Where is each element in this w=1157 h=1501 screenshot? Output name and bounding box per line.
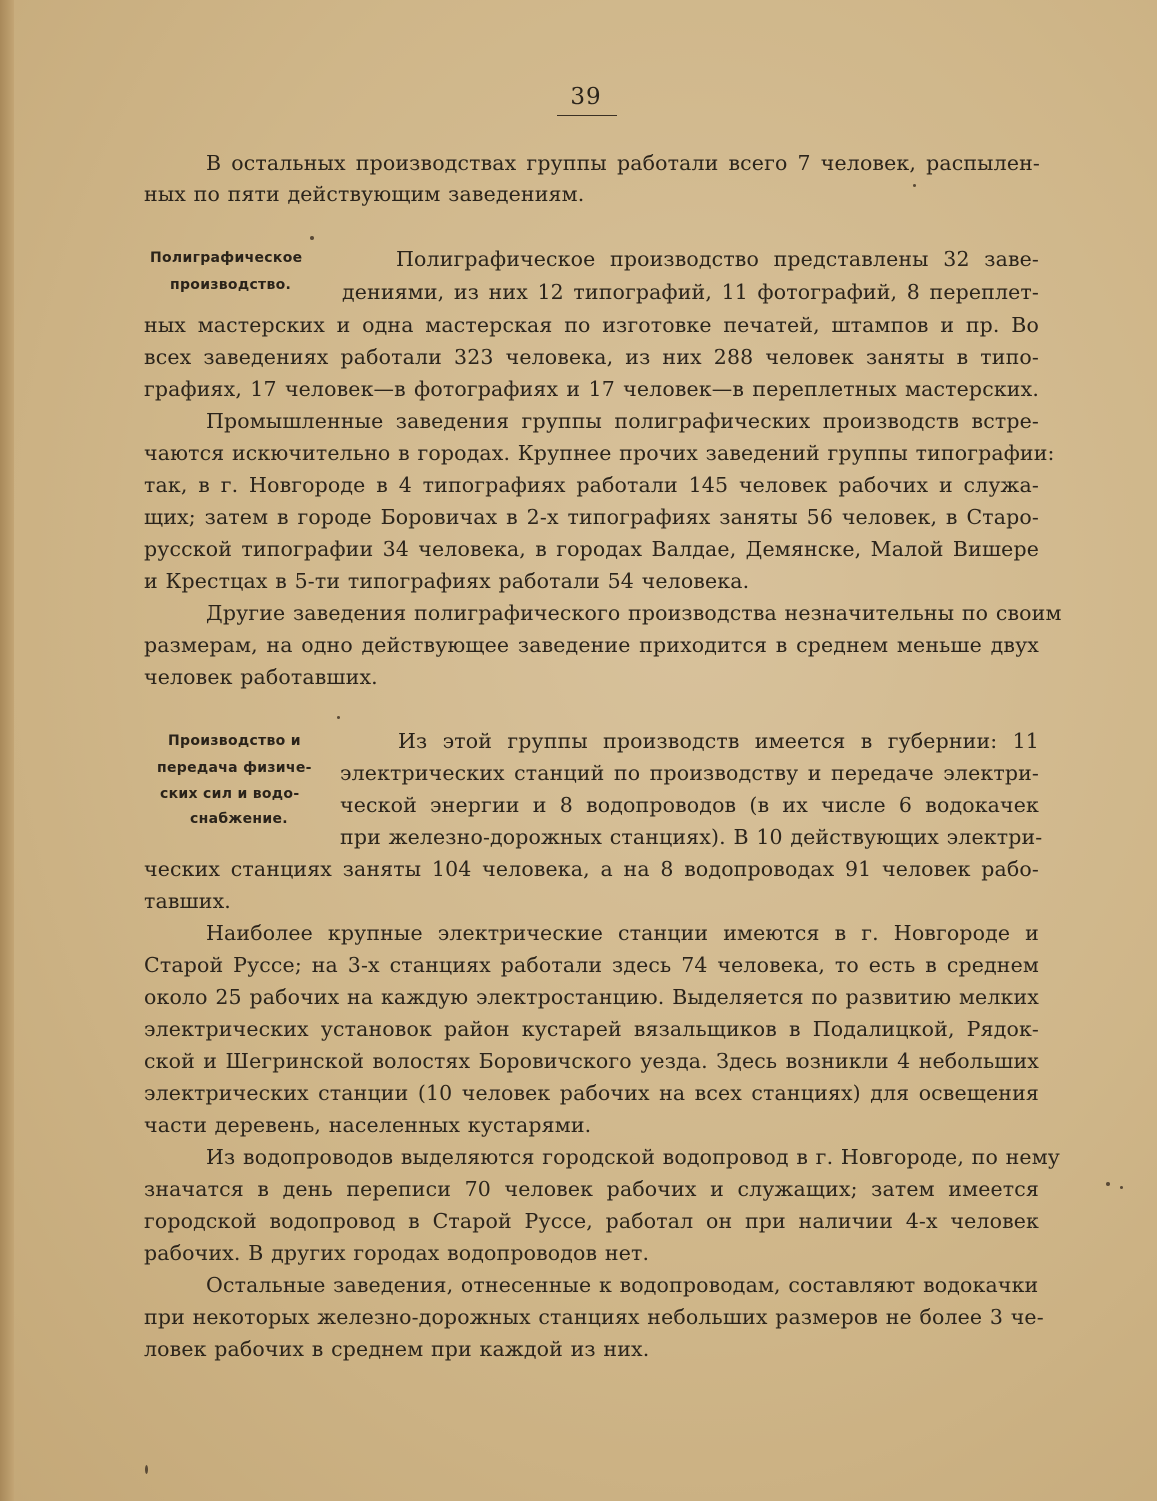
text-line: и Крестцах в 5-ти типографиях работали 54 человека.	[144, 569, 750, 593]
scan-speck	[145, 1465, 148, 1474]
text-line: электрических станций по производству и передаче электри-	[340, 761, 1039, 785]
text-line: при железно-дорожных станциях). В 10 действующих электри-	[340, 825, 1043, 849]
text-line: дениями, из них 12 типографий, 11 фотографий, 8 переплет-	[342, 280, 1039, 304]
text-line: всех заведениях работали 323 человека, из них 288 человек заняты в типо-	[144, 345, 1039, 369]
margin-note-electricity-3: ских сил и водо-	[160, 786, 300, 802]
scan-speck	[310, 236, 314, 240]
margin-note-polygraphy-1: Полиграфическое	[150, 250, 303, 266]
text-line: Из этой группы производств имеется в губернии: 11	[398, 729, 1039, 753]
text-line: графиях, 17 человек—в фотографиях и 17 человек—в переплетных мастерских.	[144, 377, 1039, 401]
margin-note-electricity-1: Производство и	[168, 733, 301, 749]
text-line: размерам, на одно действующее заведение приходится в среднем меньше двух	[144, 633, 1039, 657]
text-line: Наиболее крупные электрические станции имеются в г. Новгороде и	[206, 921, 1039, 945]
scan-speck	[1106, 1182, 1110, 1186]
text-line: чаются искючительно в городах. Крупнее прочих заведений группы типографии:	[144, 441, 1055, 465]
text-line: ской и Шегринской волостях Боровичского уезда. Здесь возникли 4 небольших	[144, 1049, 1039, 1073]
text-line: городской водопровод в Старой Руссе, работал он при наличии 4-х человек	[144, 1209, 1039, 1233]
text-line: Старой Руссе; на 3-х станциях работали здесь 74 человека, то есть в среднем	[144, 953, 1039, 977]
text-line: русской типографии 34 человека, в городах Валдае, Демянске, Малой Вишере	[144, 537, 1039, 561]
margin-note-electricity-2: передача физиче-	[157, 760, 312, 776]
text-line: В остальных производствах группы работали всего 7 человек, распылен-	[206, 151, 1040, 175]
text-line: части деревень, населенных кустарями.	[144, 1113, 592, 1137]
text-line: ческой энергии и 8 водопроводов (в их числе 6 водокачек	[340, 793, 1039, 817]
text-line: электрических станции (10 человек рабочих на всех станциях) для освещения	[144, 1081, 1039, 1105]
margin-note-polygraphy-2: производство.	[170, 277, 292, 293]
text-line: около 25 рабочих на каждую электростанцию. Выделяется по развитию мелких	[144, 985, 1039, 1009]
text-line: Полиграфическое производство представлены 32 заве-	[396, 247, 1039, 271]
text-line: ных мастерских и одна мастерская по изготовке печатей, штампов и пр. Во	[144, 313, 1039, 337]
text-line: значатся в день переписи 70 человек рабочих и служащих; затем имеется	[144, 1177, 1039, 1201]
text-line: рабочих. В других городах водопроводов нет.	[144, 1241, 650, 1265]
text-line: ческих станциях заняты 104 человека, а на 8 водопроводах 91 человек рабо-	[144, 857, 1039, 881]
text-line: щих; затем в городе Боровичах в 2-х типографиях заняты 56 человек, в Старо-	[144, 505, 1039, 529]
page-number-underline	[557, 115, 617, 116]
text-line: Остальные заведения, отнесенные к водопроводам, составляют водокачки	[206, 1273, 1039, 1297]
page-number: 39	[570, 84, 602, 110]
text-line: человек работавших.	[144, 665, 378, 689]
text-line: так, в г. Новгороде в 4 типографиях работали 145 человек рабочих и служа-	[144, 473, 1039, 497]
text-line: при некоторых железно-дорожных станциях небольших размеров не более 3 че-	[144, 1305, 1044, 1329]
text-line: Другие заведения полиграфического производства незначительны по своим	[206, 601, 1062, 625]
page-edge-shadow	[0, 0, 14, 1501]
text-line: Промышленные заведения группы полиграфических производств встре-	[206, 409, 1039, 433]
text-line: Из водопроводов выделяются городской водопровод в г. Новгороде, по нему	[206, 1145, 1061, 1169]
text-line: электрических установок район кустарей вязальщиков в Подалицкой, Рядок-	[144, 1017, 1039, 1041]
text-line: ловек рабочих в среднем при каждой из них.	[144, 1337, 650, 1361]
text-line: тавших.	[144, 889, 231, 913]
text-line: ных по пяти действующим заведениям.	[144, 182, 585, 206]
scan-speck	[337, 716, 340, 719]
scan-speck	[1120, 1186, 1123, 1189]
margin-note-electricity-4: снабжение.	[190, 811, 288, 827]
scan-speck	[913, 184, 916, 187]
